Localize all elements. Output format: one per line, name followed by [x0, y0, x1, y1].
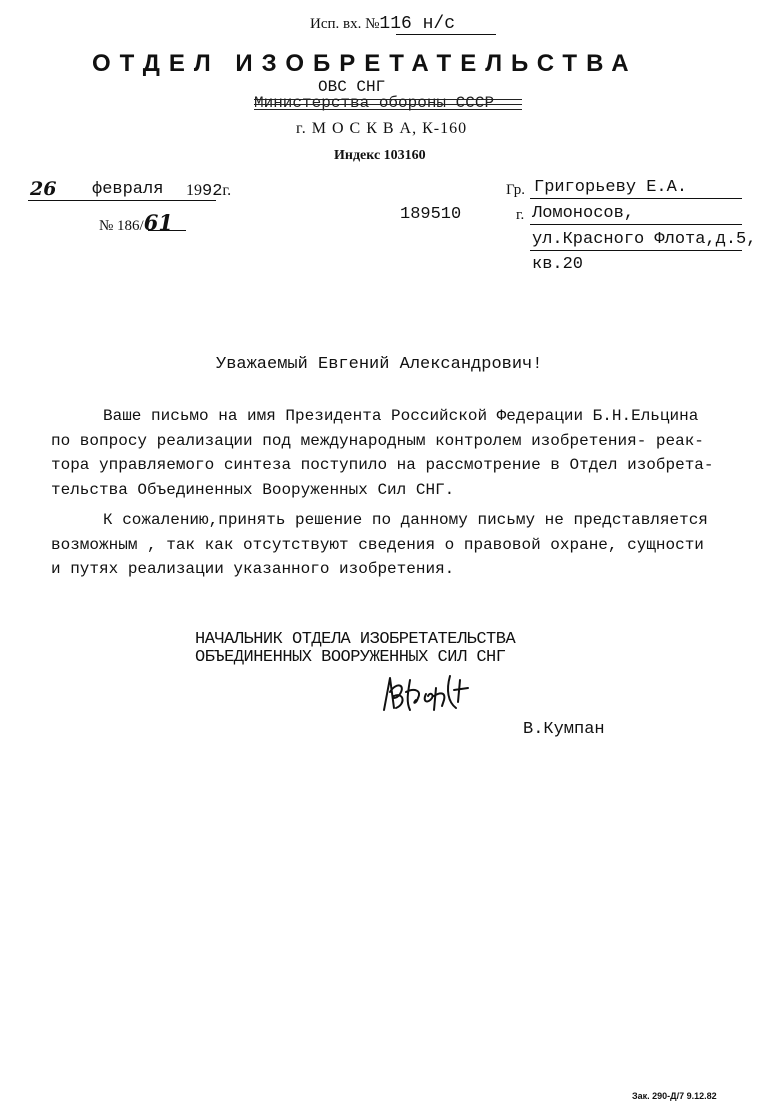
recipient-underline — [530, 198, 742, 199]
struck-ministry-text: Министерства обороны СССР — [254, 94, 495, 112]
paragraph-1 — [51, 404, 753, 502]
signer-name: В.Кумпан — [523, 720, 605, 739]
incoming-number — [310, 14, 455, 34]
incoming-label: Исп. вх. № — [310, 16, 380, 32]
incoming-number-value: 116 н/с — [379, 14, 456, 34]
date-month: февраля — [92, 180, 164, 199]
date-day: 26 — [30, 178, 57, 200]
org-title: ОТДЕЛ ИЗОБРЕТАТЕЛЬСТВА — [92, 50, 638, 77]
recipient-street: ул.Красного Флота,д.5, — [532, 230, 757, 249]
paragraph-2 — [51, 508, 753, 582]
greeting: Уважаемый Евгений Александрович! — [216, 355, 543, 374]
strike-line — [254, 109, 522, 110]
recipient-apartment: кв.20 — [532, 255, 584, 274]
paragraph-line: Ваше письмо на имя Президента Российской Федерации Б.Н.Ельцина — [103, 407, 699, 425]
signer-title-line-1: НАЧАЛЬНИК ОТДЕЛА ИЗОБРЕТАТЕЛЬСТВА — [195, 630, 516, 649]
strike-line — [254, 104, 522, 105]
outgoing-label: № 186/ — [99, 218, 144, 234]
paragraph-line: тельства Объединенных Вооруженных Сил СНГ. — [51, 480, 455, 499]
recipient-name: Григорьеву Е.А. — [534, 178, 688, 197]
paragraph-line: и путях реализации указанного изобретения. — [51, 560, 455, 578]
outgoing-hand-number: 61 — [143, 210, 173, 235]
city-label: г. — [516, 207, 525, 223]
date-year — [186, 182, 231, 201]
org-city: г. М О С К В А, К-160 — [296, 120, 468, 137]
city-underline — [530, 224, 742, 225]
signer-title-line-2: ОБЪЕДИНЕННЫХ ВООРУЖЕННЫХ СИЛ СНГ — [195, 648, 506, 667]
outgoing-underline — [148, 230, 186, 231]
handwritten-signature — [376, 670, 486, 720]
paragraph-line: К сожалению,принять решение по данному письму не представляется — [103, 511, 708, 529]
paragraph-line: по вопросу реализации под международным контролем изобретения- реак- — [51, 431, 704, 450]
date-year-suffix: г. — [222, 182, 232, 199]
outgoing-number — [99, 210, 173, 235]
print-order-note: Зак. 290-Д/7 9.12.82 — [632, 1091, 717, 1101]
org-index: Индекс 103160 — [334, 148, 426, 163]
date-year-prefix: 19 — [186, 182, 202, 199]
recipient-label: Гр. — [506, 182, 525, 198]
date-underline — [28, 200, 216, 201]
recipient-city: Ломоносов, — [532, 204, 635, 223]
date-year-hand: 92 — [202, 182, 223, 201]
paragraph-line: возможным , так как отсутствуют сведения о правовой охране, сущности — [51, 535, 704, 554]
street-underline — [530, 250, 742, 251]
strike-line — [254, 99, 522, 100]
org-subtitle: ОВС СНГ — [318, 78, 386, 96]
postcode: 189510 — [400, 205, 462, 224]
paragraph-line: тора управляемого синтеза поступило на рассмотрение в Отдел изобрета- — [51, 456, 714, 474]
incoming-number-underline — [396, 34, 496, 35]
